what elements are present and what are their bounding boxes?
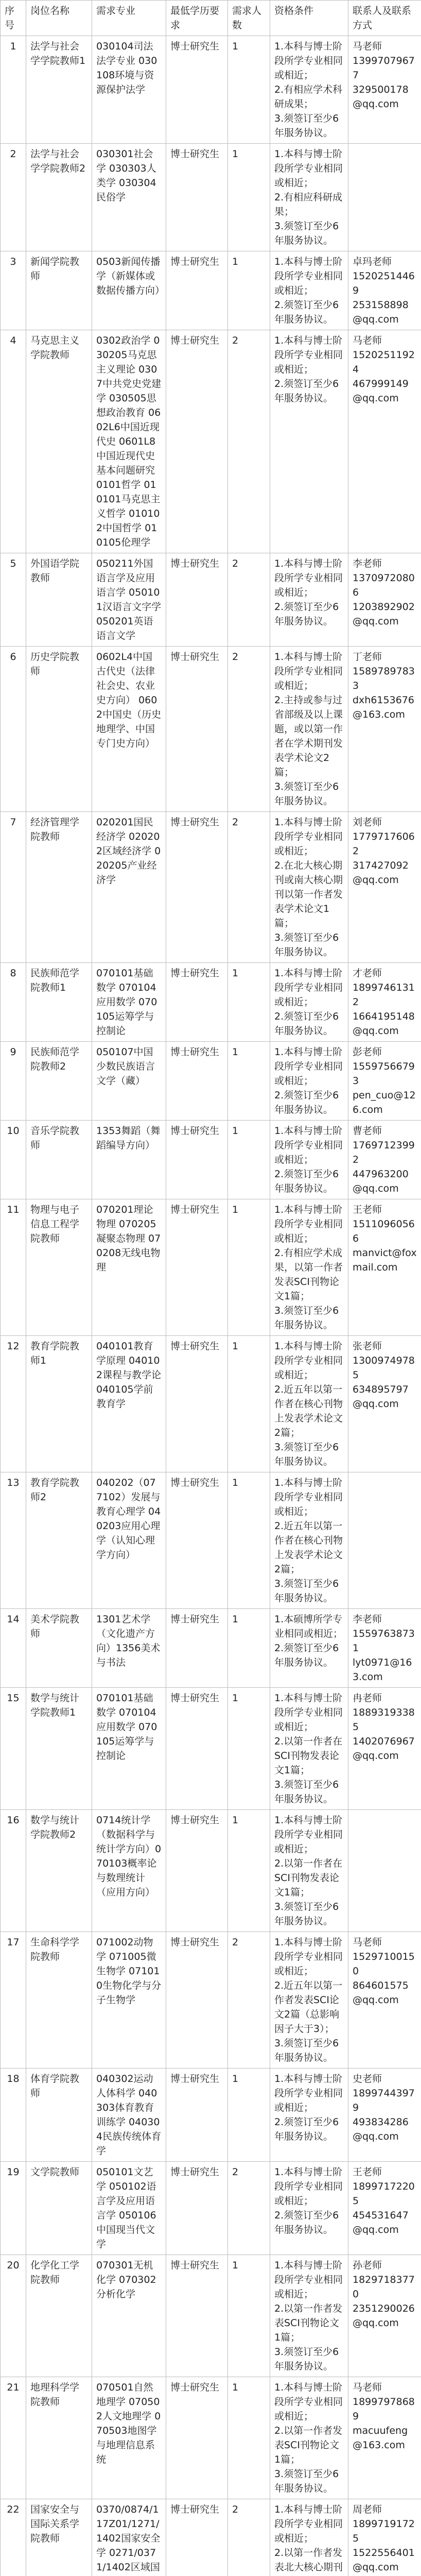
row-number: 9 [1, 1042, 26, 1121]
qualification-conditions [270, 1042, 348, 1121]
qualification-conditions [270, 144, 348, 251]
required-major: 040101教育学原理 040102课程与教学论 040105学前教育学 [92, 1336, 166, 1472]
required-count: 2 [228, 1932, 270, 2069]
min-education: 博士研究生 [166, 1609, 228, 1688]
table-row [1, 1932, 421, 2069]
contact-info [348, 1472, 421, 1609]
condition-item: 1.本科与博士阶段所学专业相同或相近； [274, 817, 343, 857]
qualification-conditions [270, 2069, 348, 2162]
contact-phone: 13009749785 [353, 1355, 415, 1381]
required-count: 1 [228, 251, 270, 330]
position-name: 数学与统计学院教师2 [26, 1810, 92, 1932]
table-row [1, 2377, 421, 2499]
qualification-conditions [270, 251, 348, 330]
position-name: 生命科学学院教师 [26, 1932, 92, 2069]
required-count: 2 [228, 812, 270, 963]
min-education: 博士研究生 [166, 1336, 228, 1472]
qualification-conditions [270, 812, 348, 963]
contact-person: 冉老师 [353, 1692, 382, 1704]
required-count: 1 [228, 963, 270, 1042]
required-major: 070101基础数学 070104应用数学 070105运筹学与控制论 [92, 1688, 166, 1810]
required-count: 2 [228, 553, 270, 647]
condition-item: 1.本科与博士阶段所学专业相同或相近； [274, 2504, 343, 2544]
condition-item: 2.须签订至少6年服务协议。 [274, 378, 339, 404]
contact-info [348, 1932, 421, 2069]
contact-phone: 15297100150 [353, 1951, 415, 1977]
row-number: 2 [1, 144, 26, 251]
contact-person: 马老师 [353, 1937, 382, 1948]
contact-phone: 15110960566 [353, 1218, 415, 1244]
condition-item: 1.本科与博士阶段所学专业相同或相近； [274, 2166, 343, 2207]
min-education: 博士研究生 [166, 2069, 228, 2162]
position-name: 民族师范学院教师2 [26, 1042, 92, 1121]
contact-person: 周老师 [353, 2504, 382, 2515]
required-count: 1 [228, 1336, 270, 1472]
contact-phone: 15202514469 [353, 270, 415, 296]
table-body [1, 36, 421, 2576]
condition-item: 2.须签订至少6年服务协议。 [274, 299, 339, 325]
condition-item: 2.须签订至少6年服务协议。 [274, 1011, 339, 1037]
min-education: 博士研究生 [166, 553, 228, 647]
required-major: 1301艺术学（文化遗产方向）1356美术与书法 [92, 1609, 166, 1688]
min-education: 博士研究生 [166, 251, 228, 330]
row-number: 11 [1, 1199, 26, 1336]
contact-email: 454531647@qq.com [353, 2210, 409, 2235]
contact-email: lyt0971@163.com [353, 1657, 412, 1683]
position-name: 教育学院教师2 [26, 1472, 92, 1609]
contact-email: 253158898@qq.com [353, 299, 409, 325]
table-row [1, 1472, 421, 1609]
contact-phone: 13709720806 [353, 572, 415, 598]
contact-info [348, 963, 421, 1042]
position-name: 文学院教师 [26, 2162, 92, 2255]
required-count: 2 [228, 330, 270, 553]
qualification-conditions [270, 330, 348, 553]
contact-email: 634895797@qq.com [353, 1384, 409, 1410]
required-count: 1 [228, 1121, 270, 1199]
min-education: 博士研究生 [166, 2162, 228, 2255]
table-row [1, 1810, 421, 1932]
condition-item: 3.须签订至少6年服务协议。 [274, 1779, 339, 1805]
condition-item: 1.本科与博士阶段所学专业相同或相近； [274, 558, 343, 598]
contact-info [348, 1688, 421, 1810]
condition-item: 2.须签订至少6年服务协议。 [274, 1168, 339, 1194]
condition-item: 1.本科与博士阶段所学专业相同或相近； [274, 148, 343, 189]
row-number: 15 [1, 1688, 26, 1810]
min-education: 博士研究生 [166, 36, 228, 144]
position-name: 经济管理学院教师 [26, 812, 92, 963]
condition-item: 1.本科与博士阶段所学专业相同或相近； [274, 1815, 343, 1855]
min-education: 博士研究生 [166, 963, 228, 1042]
condition-item: 2.主持或参与过省部级及以上课题，或以第一作者在学术期刊发表学术论文2篇； [274, 694, 343, 778]
condition-item: 2.近五年以第一作者在核心刊物上发表学术论文2篇； [274, 1520, 343, 1575]
required-count: 1 [228, 2069, 270, 2162]
table-row [1, 647, 421, 812]
header-cell: 联系人及联系方式 [348, 1, 421, 36]
table-row [1, 2499, 421, 2576]
required-count: 1 [228, 36, 270, 144]
min-education: 博士研究生 [166, 1688, 228, 1810]
required-major: 030104司法法学专业 030108环境与资源保护法学 [92, 36, 166, 144]
row-number: 22 [1, 2499, 26, 2576]
position-name: 新闻学院教师 [26, 251, 92, 330]
qualification-conditions [270, 2499, 348, 2576]
required-count: 2 [228, 647, 270, 812]
header-cell: 资格条件 [270, 1, 348, 36]
row-number: 1 [1, 36, 26, 144]
contact-email: 493834286@qq.com [353, 2116, 409, 2142]
position-name: 民族师范学院教师1 [26, 963, 92, 1042]
required-count: 1 [228, 1688, 270, 1810]
condition-item: 3.须签订至少6年服务协议。 [274, 1578, 339, 1604]
contact-phone: 18893193385 [353, 1707, 415, 1733]
contact-phone: 17697123992 [353, 1140, 415, 1165]
condition-item: 3.须签订至少6年服务协议。 [274, 2038, 339, 2063]
contact-info [348, 1336, 421, 1472]
min-education: 博士研究生 [166, 144, 228, 251]
required-major: 0714统计学（数据科学与统计学方向）070103概率论与数理统计（应用方向） [92, 1810, 166, 1932]
contact-phone: 18997172205 [353, 2181, 415, 2207]
condition-item: 2.近五年以第一作者在核心刊物上发表学术论文2篇； [274, 1384, 343, 1438]
min-education: 博士研究生 [166, 1932, 228, 2069]
required-major: 040202（077102）发展与教育心理学 040203应用心理学（认知心理学方向） [92, 1472, 166, 1609]
contact-person: 史老师 [353, 2073, 382, 2084]
condition-item: 2.有相应学术科研成果； [274, 84, 343, 110]
row-number: 13 [1, 1472, 26, 1609]
min-education: 博士研究生 [166, 2255, 228, 2377]
contact-email: 864601575@qq.com [353, 1980, 409, 2006]
condition-item: 1.本科与博士阶段所学专业相同或相近； [274, 968, 343, 1008]
contact-info [348, 1121, 421, 1199]
table-row [1, 2069, 421, 2162]
condition-item: 3.须签订至少6年服务协议。 [274, 221, 339, 246]
contact-email: 1664195148@qq.com [353, 1011, 415, 1037]
condition-item: 2.近五年以第一作者发表SCI论文2篇（总影响因子大于3）； [274, 1980, 343, 2035]
table-row [1, 1688, 421, 1810]
contact-info [348, 2377, 421, 2499]
min-education: 博士研究生 [166, 647, 228, 812]
condition-item: 2.以第一作者发表SCI刊物论文1篇； [274, 2425, 343, 2465]
required-major: 050101文艺学 050102语言学及应用语言学 050106中国现当代文学 [92, 2162, 166, 2255]
condition-item: 2.在北大核心期刊或南大核心期刊以第一作者发表学术论文1篇； [274, 860, 343, 929]
condition-item: 1.本科与博士阶段所学专业相同或相近； [274, 2073, 343, 2113]
contact-phone: 17797176062 [353, 831, 415, 857]
contact-person: 马老师 [353, 2382, 382, 2393]
required-major: 1353舞蹈（舞蹈编导方向） [92, 1121, 166, 1199]
condition-item: 3.须签订至少6年服务协议。 [274, 113, 339, 139]
contact-email: 317427092@qq.com [353, 860, 409, 886]
contact-info [348, 1609, 421, 1688]
row-number: 20 [1, 2255, 26, 2377]
contact-info [348, 2255, 421, 2377]
position-name: 音乐学院教师 [26, 1121, 92, 1199]
contact-info [348, 330, 421, 553]
min-education: 博士研究生 [166, 2499, 228, 2576]
header-row [1, 1, 421, 36]
position-name: 马克思主义学院教师 [26, 330, 92, 553]
contact-person: 李老师 [353, 558, 382, 569]
position-name: 国家安全与国际关系学院教师 [26, 2499, 92, 2576]
condition-item: 2.须签订至少6年服务协议。 [274, 1090, 339, 1115]
condition-item: 2.以第一作者在SCI刊物发表论文1篇； [274, 1736, 343, 1776]
qualification-conditions [270, 36, 348, 144]
contact-email: macuufeng@163.com [353, 2425, 408, 2451]
contact-phone: 18997443979 [353, 2088, 415, 2113]
table-row [1, 1042, 421, 1121]
position-name: 化学化工学院教师 [26, 2255, 92, 2377]
contact-info [348, 553, 421, 647]
required-major: 070101基础数学 070104应用数学 070105运筹学与控制论 [92, 963, 166, 1042]
table-row [1, 251, 421, 330]
contact-person: 王老师 [353, 2166, 382, 2178]
contact-person: 王老师 [353, 1204, 382, 1215]
required-count: 1 [228, 1810, 270, 1932]
min-education: 博士研究生 [166, 2377, 228, 2499]
min-education: 博士研究生 [166, 1121, 228, 1199]
required-major: 0370/0874/117Z01/1271/1402国家安全学 0271/0371/1402区域国 [92, 2499, 166, 2576]
row-number: 5 [1, 553, 26, 647]
condition-item: 1.本科与博士阶段所学专业相同或相近； [274, 651, 343, 691]
position-name: 法学与社会学学院教师1 [26, 36, 92, 144]
contact-person: 李老师 [353, 1614, 382, 1625]
required-count: 1 [228, 2377, 270, 2499]
condition-item: 2.须签订至少6年服务协议。 [274, 2210, 339, 2235]
condition-item: 1.本科与博士阶段所学专业相同或相近； [274, 1937, 343, 1977]
row-number: 3 [1, 251, 26, 330]
position-name: 数学与统计学院教师1 [26, 1688, 92, 1810]
condition-item: 1.本科与博士阶段所学专业相同或相近； [274, 1477, 343, 1517]
contact-person: 马老师 [353, 41, 382, 52]
contact-info [348, 2069, 421, 2162]
required-major: 020201国民经济学 020202区域经济学 020205产业经济学 [92, 812, 166, 963]
position-name: 法学与社会学学院教师2 [26, 144, 92, 251]
contact-person: 才老师 [353, 968, 382, 979]
condition-item: 1.本科与博士阶段所学专业相同或相近； [274, 1341, 343, 1381]
contact-info [348, 251, 421, 330]
contact-phone: 18997978689 [353, 2396, 415, 2422]
row-number: 7 [1, 812, 26, 963]
contact-phone: 18997461312 [353, 982, 415, 1008]
required-major: 070301无机化学 070302分析化学 [92, 2255, 166, 2377]
qualification-conditions [270, 1199, 348, 1336]
table-row [1, 36, 421, 144]
header-cell: 需求专业 [92, 1, 166, 36]
condition-item: 3.须签订至少6年服务协议。 [274, 2468, 339, 2494]
required-count: 1 [228, 1199, 270, 1336]
qualification-conditions [270, 647, 348, 812]
required-count: 1 [228, 144, 270, 251]
condition-item: 3.须签订至少6年服务协议。 [274, 2346, 339, 2372]
min-education: 博士研究生 [166, 1810, 228, 1932]
contact-phone: 15897897833 [353, 666, 415, 691]
contact-info [348, 36, 421, 144]
condition-item: 1.本科与博士阶段所学专业相同或相近； [274, 2260, 343, 2300]
contact-person: 卓玛老师 [353, 256, 392, 267]
row-number: 19 [1, 2162, 26, 2255]
row-number: 8 [1, 963, 26, 1042]
qualification-conditions [270, 1932, 348, 2069]
contact-info [348, 1042, 421, 1121]
contact-email: 1522556401@qq.com [353, 2547, 415, 2573]
required-major: 070501自然地理学 070502人文地理学 070503地图学与地理信息系统 [92, 2377, 166, 2499]
contact-email: dxh6153676@163.com [353, 694, 414, 720]
qualification-conditions [270, 1336, 348, 1472]
condition-item: 3.须签订至少6年服务协议。 [274, 1305, 339, 1331]
table-row [1, 2255, 421, 2377]
header-cell: 最低学历要求 [166, 1, 228, 36]
condition-item: 2.须签订至少6年服务协议。 [274, 601, 339, 627]
required-major: 050107中国少数民族语言文学（藏） [92, 1042, 166, 1121]
position-name: 美术学院教师 [26, 1609, 92, 1688]
min-education: 博士研究生 [166, 330, 228, 553]
contact-email: 467999149@qq.com [353, 378, 409, 404]
required-major: 050211外国语言学及应用语言学 050101汉语言文字学 050201英语语言文学 [92, 553, 166, 647]
condition-item: 1.本科与博士阶段所学专业相同或相近； [274, 256, 343, 296]
header-cell: 需求人数 [228, 1, 270, 36]
contact-email: pen_cuo@126.com [353, 1090, 416, 1115]
contact-info [348, 1810, 421, 1932]
contact-phone: 13997079677 [353, 55, 415, 81]
contact-info [348, 812, 421, 963]
table-row [1, 553, 421, 647]
contact-person: 张老师 [353, 1341, 382, 1352]
qualification-conditions [270, 1609, 348, 1688]
min-education: 博士研究生 [166, 1199, 228, 1336]
row-number: 4 [1, 330, 26, 553]
required-major: 071002动物学 071005微生物学 071010生物化学与分子生物学 [92, 1932, 166, 2069]
required-major: 0602L4中国古代史（法律社会史、农业史方向） 0602中国史（历史地理学、中国专门史方向） [92, 647, 166, 812]
contact-email: 1402076967@qq.com [353, 1736, 415, 1761]
row-number: 16 [1, 1810, 26, 1932]
contact-info [348, 2499, 421, 2576]
condition-item: 2.以第一作者发表北大核心期刊 [274, 2547, 343, 2573]
header-cell: 序号 [1, 1, 26, 36]
table-row [1, 1199, 421, 1336]
table-row [1, 1609, 421, 1688]
required-major: 040302运动人体科学 040303体育教育训练学 040304民族传统体育学 [92, 2069, 166, 2162]
qualification-conditions [270, 1121, 348, 1199]
qualification-conditions [270, 553, 348, 647]
qualification-conditions [270, 2255, 348, 2377]
required-major: 030301社会学 030303人类学 030304民俗学 [92, 144, 166, 251]
contact-person: 丁老师 [353, 651, 382, 663]
condition-item: 3.须签订至少6年服务协议。 [274, 781, 339, 807]
contact-email: 447963200@qq.com [353, 1168, 409, 1194]
row-number: 10 [1, 1121, 26, 1199]
required-count: 2 [228, 2162, 270, 2255]
condition-item: 2.须签订至少6年服务协议。 [274, 1642, 339, 1668]
position-name: 地理科学学院教师 [26, 2377, 92, 2499]
contact-email: 1203892902@qq.com [353, 601, 415, 627]
contact-info [348, 647, 421, 812]
contact-info [348, 2162, 421, 2255]
table-row [1, 2162, 421, 2255]
contact-phone: 15597638731 [353, 1628, 415, 1654]
header-cell: 岗位名称 [26, 1, 92, 36]
condition-item: 2.以第一作者在SCI刊物发表论文1篇； [274, 1858, 343, 1898]
contact-email: 329500178@qq.com [353, 84, 409, 110]
position-name: 历史学院教师 [26, 647, 92, 812]
table-row [1, 963, 421, 1042]
min-education: 博士研究生 [166, 1042, 228, 1121]
condition-item: 2.以第一作者发表SCI刊物论文1篇； [274, 2303, 343, 2343]
required-major: 070201理论物理 070205凝聚态物理 070208无线电物理 [92, 1199, 166, 1336]
position-name: 外国语学院教师 [26, 553, 92, 647]
qualification-conditions [270, 963, 348, 1042]
condition-item: 1.本科与博士阶段所学专业相同或相近； [274, 2382, 343, 2422]
condition-item: 1.本科与博士阶段所学专业相同或相近； [274, 1204, 343, 1244]
condition-item: 2.须签订至少6年服务协议。 [274, 2116, 339, 2142]
condition-item: 3.须签订至少6年服务协议。 [274, 1901, 339, 1927]
row-number: 6 [1, 647, 26, 812]
condition-item: 1.本硕博所学专业相同或相近； [274, 1614, 343, 1639]
contact-info [348, 144, 421, 251]
required-count: 1 [228, 1609, 270, 1688]
table-row [1, 144, 421, 251]
row-number: 14 [1, 1609, 26, 1688]
condition-item: 2.有相应学术成果，以第一作者发表SCI刊物论文1篇； [274, 1247, 343, 1302]
qualification-conditions [270, 1810, 348, 1932]
row-number: 18 [1, 2069, 26, 2162]
row-number: 21 [1, 2377, 26, 2499]
qualification-conditions [270, 1688, 348, 1810]
position-name: 体育学院教师 [26, 2069, 92, 2162]
table-row [1, 1121, 421, 1199]
contact-phone: 18997191725 [353, 2518, 415, 2544]
table-row [1, 1336, 421, 1472]
contact-email: manvict@foxmail.com [353, 1247, 417, 1273]
contact-phone: 18297183770 [353, 2274, 415, 2300]
required-count: 1 [228, 1472, 270, 1609]
condition-item: 2.有相应科研成果； [274, 192, 343, 217]
condition-item: 1.本科与博士阶段所学专业相同或相近； [274, 1125, 343, 1165]
condition-item: 1.本科与博士阶段所学专业相同或相近； [274, 41, 343, 81]
required-count: 1 [228, 1042, 270, 1121]
contact-person: 刘老师 [353, 817, 382, 828]
min-education: 博士研究生 [166, 812, 228, 963]
required-major: 0302政治学 030205马克思主义理论 0307中共党史党建学 030505思想政治教育 0602L6中国近现代史 0601L8中国近现代史基本问题研究 0101哲学 010101马克思主义哲学 010102中国哲学 010105伦理学 [92, 330, 166, 553]
row-number: 12 [1, 1336, 26, 1472]
contact-phone: 15202511924 [353, 349, 415, 375]
qualification-conditions [270, 1472, 348, 1609]
min-education: 博士研究生 [166, 1472, 228, 1609]
required-count: 2 [228, 2499, 270, 2576]
contact-email: 2351290026@qq.com [353, 2303, 415, 2329]
position-name: 教育学院教师1 [26, 1336, 92, 1472]
condition-item: 3.须签订至少6年服务协议。 [274, 1442, 339, 1467]
condition-item: 1.本科与博士阶段所学专业相同或相近； [274, 1692, 343, 1733]
contact-person: 马老师 [353, 335, 382, 346]
table-row [1, 330, 421, 553]
condition-item: 1.本科与博士阶段所学专业相同或相近； [274, 1046, 343, 1087]
required-count: 1 [228, 2255, 270, 2377]
contact-person: 孙老师 [353, 2260, 382, 2271]
required-major: 0503新闻传播学（新媒体或数据传播方向） [92, 251, 166, 330]
condition-item: 1.本科与博士阶段所学专业相同或相近； [274, 335, 343, 375]
contact-info [348, 1199, 421, 1336]
table-row [1, 812, 421, 963]
position-name: 物理与电子信息工程学院教师 [26, 1199, 92, 1336]
qualification-conditions [270, 2377, 348, 2499]
condition-item: 3.须签订至少6年服务协议。 [274, 932, 339, 958]
row-number: 17 [1, 1932, 26, 2069]
contact-person: 彭老师 [353, 1046, 382, 1058]
contact-person: 曹老师 [353, 1125, 382, 1137]
contact-phone: 15597566793 [353, 1061, 415, 1087]
qualification-conditions [270, 2162, 348, 2255]
